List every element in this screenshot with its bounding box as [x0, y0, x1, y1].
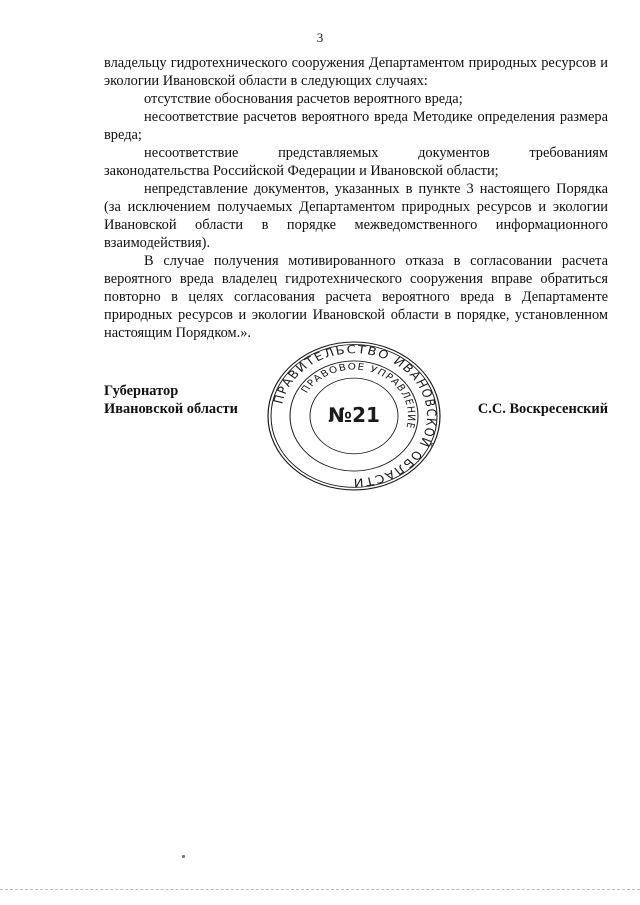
scan-artifact — [182, 855, 185, 858]
stamp-outer-text: ПРАВИТЕЛЬСТВО ИВАНОВСКОЙ ОБЛАСТИ — [270, 342, 439, 490]
list-item-reason: несоответствие представляемых документов требованиям законодательства Российской Федерации и Ивановской области; — [104, 145, 608, 179]
paragraph-resubmission: В случае получения мотивированного отказа в согласовании расчета вероятного вреда владелец гидротехнического сооружения вправе обратиться повторно в целях согласования расчета вероятного вреда в Департаменте природных ресурсов и экологии Ивановской области в порядке, установленном настоящим Порядком.». — [104, 253, 608, 341]
page-edge — [0, 889, 640, 892]
paragraph-continuation: владельцу гидротехнического сооружения Департаментом природных ресурсов и экологии Ивановской области в следующих случаях: — [104, 55, 608, 89]
page-number: 3 — [316, 30, 324, 45]
official-stamp — [256, 336, 452, 496]
stamp-inner-text: ПРАВОВОЕ УПРАВЛЕНИЕ — [299, 362, 417, 431]
position-line: Ивановской области — [104, 401, 238, 417]
signatory-name: С.С. Воскресенский — [477, 401, 608, 417]
stamp-number: №21 — [328, 403, 380, 427]
list-item-reason: отсутствие обоснования расчетов вероятного вреда; — [144, 91, 463, 107]
position-line: Губернатор — [104, 383, 179, 399]
list-item-reason: непредставление документов, указанных в пункте 3 настоящего Порядка (за исключением получаемых Департаментом природных ресурсов и экологии Ивановской области в порядке межведомственного информационного взаимодействия). — [104, 181, 608, 251]
document-body — [104, 54, 608, 342]
list-item-reason: несоответствие расчетов вероятного вреда Методике определения размера вреда; — [104, 109, 608, 143]
stamp-seal-icon — [256, 336, 452, 496]
signatory-position — [104, 382, 238, 418]
